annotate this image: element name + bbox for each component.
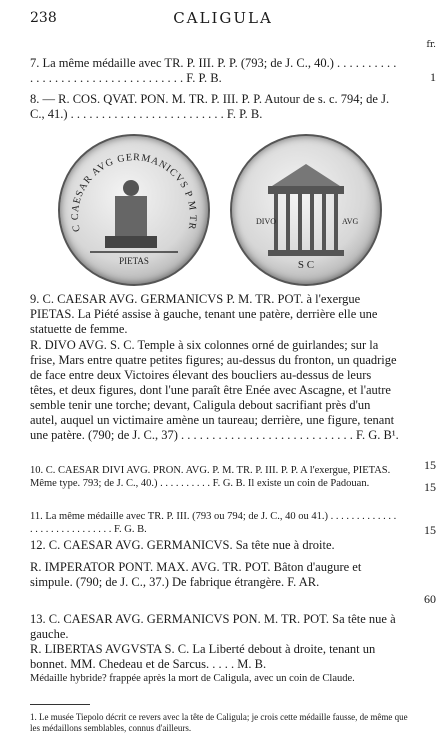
running-title: CALIGULA bbox=[173, 9, 273, 27]
entry-12-reverse: R. IMPERATOR PONT. MAX. AVG. TR. POT. Bâton d'augure et simpule. (790; de J. C., 37.) De fabrique étrangère. F. AR. bbox=[30, 560, 362, 589]
entry-13: 13. C. CAESAR AVG. GERMANICVS PON. M. TR. POT. Sa tête nue à gauche. bbox=[30, 612, 396, 641]
entry-7: 7. La même médaille avec TR. P. III. P. P. (793; de J. C., 40.) . . . . . . . . . . . . . . . . . . . . . . . . . . . . . . . . . . . F. P. B. bbox=[30, 56, 397, 85]
obverse-exergue: PIETAS bbox=[119, 256, 149, 266]
price-7: 1 bbox=[430, 70, 436, 84]
coin-obverse bbox=[58, 134, 210, 286]
page-header bbox=[0, 4, 446, 32]
price-11: 15 bbox=[424, 523, 436, 537]
entry-11: 11. La même médaille avec TR. P. III. (793 ou 794; de J. C., 40 ou 41.) . . . . . . . . . . . . . . . . . . . . . . . . . . . . . F. G. B. bbox=[30, 511, 397, 535]
coin-reverse bbox=[230, 134, 382, 286]
price-10: 15 bbox=[424, 480, 436, 494]
obverse-legend: C CAESAR AVG GERMANICVS P M TR bbox=[69, 152, 199, 233]
entry-9-reverse: R. DIVO AVG. S. C. Temple à six colonnes orné de guirlandes; sur la frise, Mars entre quatre petites figures; au-dessus du fronton, un quadrige de face entre deux Victoires élevant des boucliers au-dessus de leurs têtes, et deux figures, dont l'une paraît être Enée avec Ascagne, et l'autre semble tenir une torche; devant, Caligula debout sacrifiant près d'un autel, auquel un victimaire amène un taureau; derrière, une figure, tenant une patère. (790; de J. C., 37) . . . . . . . . . . . . . . . . . . . . . . . . . . . . F. G. B¹. bbox=[30, 338, 399, 442]
entry-10: 10. C. CAESAR DIVI AVG. PRON. AVG. P. M. TR. P. III. P. P. A l'exergue, PIETAS. Même type. 793; de J. C., 40.) . . . . . . . . . . F. G. B. Il existe un coin de Padouan. bbox=[30, 465, 391, 489]
footnote-rule bbox=[30, 704, 90, 705]
entry-9: 9. C. CAESAR AVG. GERMANICVS P. M. TR. POT. à l'exergue PIETAS. La Piété assise à gauche, tenant une patère, derrière elle une statuette de femme. bbox=[30, 292, 378, 336]
reverse-illustration bbox=[232, 136, 380, 284]
entry-12: 12. C. CAESAR AVG. GERMANICVS. Sa tête nue à droite. bbox=[30, 538, 335, 552]
entry-8: 8. — R. COS. QVAT. PON. M. TR. P. III. P. P. Autour de s. c. 794; de J. C., 41.) . . . . . . . . . . . . . . . . . . . . . . . . . F. P. B. bbox=[30, 92, 390, 121]
reverse-left-legend: DIVO bbox=[256, 217, 276, 226]
column-label: fr. bbox=[426, 40, 436, 50]
hybrid-note: Médaille hybride? frappée après la mort de Caligula, avec un coin de Claude. bbox=[30, 673, 355, 684]
reverse-sc: S C bbox=[297, 259, 315, 271]
obverse-illustration bbox=[60, 136, 208, 284]
reverse-right-legend: AVG bbox=[342, 217, 359, 226]
page-number: 238 bbox=[30, 10, 57, 26]
entry-13-reverse: R. LIBERTAS AVGVSTA S. C. La Liberté debout à droite, tenant un bonnet. MM. Chedeau et de Sarcus. . . . . M. B. bbox=[30, 642, 376, 671]
price-12: 60 bbox=[424, 592, 436, 606]
price-9: 15 bbox=[424, 458, 436, 472]
footnote: 1. Le musée Tiepolo décrit ce revers avec la tête de Caligula; je crois cette médaille fausse, de même que les médaillons semblables, connus d'ailleurs. bbox=[30, 712, 408, 733]
